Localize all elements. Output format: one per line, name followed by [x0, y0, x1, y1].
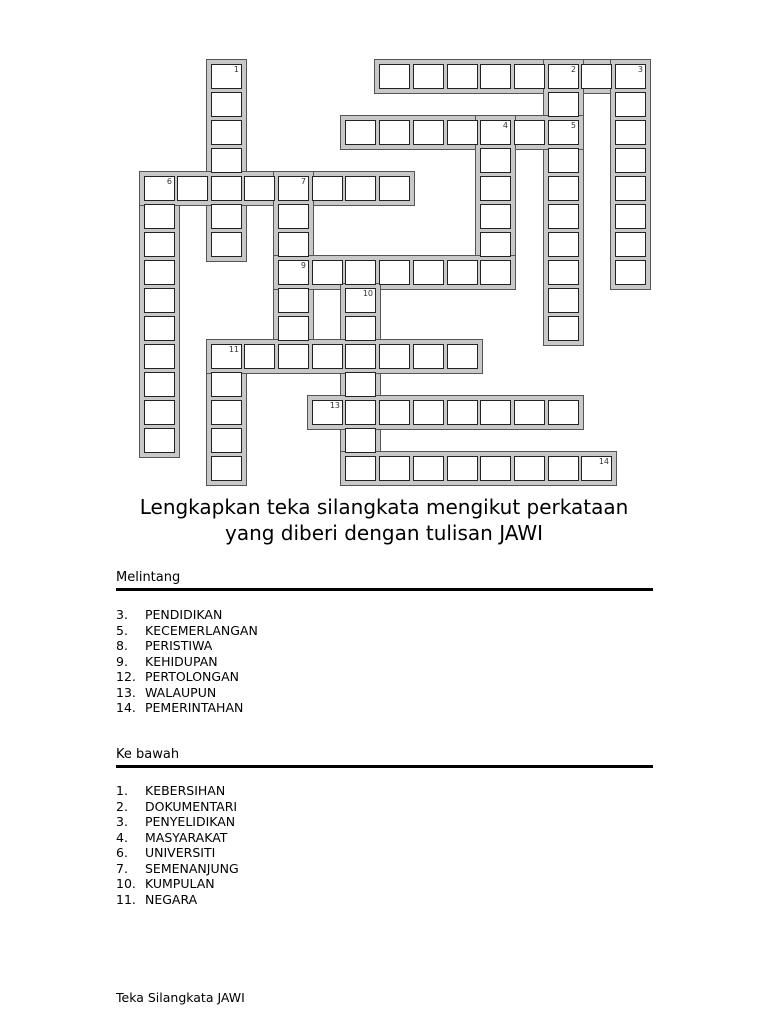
across-clue-list — [116, 607, 258, 716]
clue-number: 14. — [116, 700, 136, 715]
clue-number-label: 3 — [637, 65, 643, 74]
clue-number: 4. — [116, 829, 128, 845]
crossword-cell[interactable] — [615, 232, 646, 257]
crossword-cell[interactable] — [379, 176, 410, 201]
crossword-cell[interactable] — [548, 148, 579, 173]
crossword-cell[interactable] — [144, 400, 175, 425]
crossword-cell[interactable] — [278, 260, 309, 285]
across-heading: Melintang — [116, 570, 181, 585]
clue-number-label: 2 — [570, 65, 576, 74]
crossword-cell[interactable] — [447, 400, 478, 425]
crossword-cell[interactable] — [615, 260, 646, 285]
crossword-cell[interactable] — [144, 316, 175, 341]
clue-number: 1. — [116, 783, 128, 798]
crossword-cell[interactable] — [480, 232, 511, 257]
across-divider — [116, 588, 653, 591]
crossword-cell[interactable] — [278, 176, 309, 201]
down-divider — [116, 765, 653, 768]
clue-word: SEMENANJUNG — [145, 860, 239, 876]
crossword-cell[interactable] — [244, 344, 275, 369]
clue-item — [116, 814, 239, 830]
crossword-cell[interactable] — [413, 400, 444, 425]
crossword-cell[interactable] — [548, 288, 579, 313]
crossword-cell[interactable] — [312, 260, 343, 285]
clue-word: WALAUPUN — [145, 684, 217, 700]
crossword-cell[interactable] — [514, 64, 545, 89]
crossword-cell[interactable] — [345, 316, 376, 341]
crossword-cell[interactable] — [379, 260, 410, 285]
crossword-cell[interactable] — [144, 204, 175, 229]
crossword-cell[interactable] — [211, 120, 242, 145]
crossword-cell[interactable] — [278, 316, 309, 341]
clue-word: KECEMERLANGAN — [145, 622, 258, 638]
crossword-cell[interactable] — [211, 400, 242, 425]
clue-word: KEHIDUPAN — [145, 653, 218, 669]
clue-word: KUMPULAN — [145, 876, 215, 891]
crossword-cell[interactable] — [177, 176, 208, 201]
clue-number-label: 10 — [362, 289, 373, 298]
crossword-grid — [0, 0, 768, 500]
crossword-cell[interactable] — [548, 64, 579, 89]
crossword-cell[interactable] — [144, 260, 175, 285]
crossword-cell[interactable] — [345, 456, 376, 481]
clue-word: PENYELIDIKAN — [145, 814, 236, 829]
crossword-cell[interactable] — [211, 92, 242, 117]
crossword-cell[interactable] — [278, 288, 309, 313]
crossword-cell[interactable] — [615, 176, 646, 201]
clue-number-label: 4 — [502, 121, 508, 130]
clue-item — [116, 669, 258, 685]
crossword-cell[interactable] — [514, 400, 545, 425]
crossword-cell[interactable] — [345, 344, 376, 369]
crossword-cell[interactable] — [480, 204, 511, 229]
crossword-cell[interactable] — [548, 400, 579, 425]
crossword-cell[interactable] — [447, 260, 478, 285]
crossword-cell[interactable] — [480, 400, 511, 425]
crossword-cell[interactable] — [211, 344, 242, 369]
clue-item — [116, 638, 258, 654]
crossword-cell[interactable] — [548, 232, 579, 257]
clue-number: 3. — [116, 814, 128, 829]
crossword-cell[interactable] — [379, 120, 410, 145]
clue-number: 8. — [116, 638, 128, 653]
crossword-cell[interactable] — [447, 456, 478, 481]
clue-word: MASYARAKAT — [145, 829, 228, 845]
clue-number-label: 6 — [166, 177, 172, 186]
crossword-cell[interactable] — [548, 176, 579, 201]
clue-item — [116, 892, 239, 908]
clue-item — [116, 783, 239, 799]
crossword-cell[interactable] — [211, 176, 242, 201]
crossword-cell[interactable] — [211, 456, 242, 481]
crossword-cell[interactable] — [413, 260, 444, 285]
crossword-cell[interactable] — [211, 64, 242, 89]
clue-number: 13. — [116, 684, 136, 700]
clue-number: 3. — [116, 607, 128, 622]
clue-item — [116, 799, 239, 815]
crossword-cell[interactable] — [144, 288, 175, 313]
crossword-cell[interactable] — [413, 64, 444, 89]
crossword-cell[interactable] — [211, 232, 242, 257]
crossword-cell[interactable] — [278, 204, 309, 229]
crossword-cell[interactable] — [413, 344, 444, 369]
crossword-cell[interactable] — [345, 428, 376, 453]
crossword-cell[interactable] — [581, 64, 612, 89]
crossword-cell[interactable] — [379, 344, 410, 369]
crossword-cell[interactable] — [615, 64, 646, 89]
crossword-cell[interactable] — [548, 92, 579, 117]
crossword-cell[interactable] — [345, 400, 376, 425]
instruction-line-1: Lengkapkan teka silangkata mengikut perkataan — [139, 495, 629, 519]
clue-item — [116, 607, 258, 623]
clue-number-label: 14 — [598, 457, 609, 466]
clue-number: 12. — [116, 669, 136, 684]
clue-number: 9. — [116, 653, 128, 669]
clue-word: PENDIDIKAN — [145, 607, 223, 622]
crossword-cell[interactable] — [480, 120, 511, 145]
clue-number: 6. — [116, 845, 128, 860]
crossword-cell[interactable] — [447, 120, 478, 145]
crossword-cell[interactable] — [278, 232, 309, 257]
clue-number: 7. — [116, 860, 128, 876]
clue-word: PEMERINTAHAN — [145, 700, 244, 715]
crossword-cell[interactable] — [615, 92, 646, 117]
crossword-cell[interactable] — [615, 204, 646, 229]
clue-number-label: 5 — [570, 121, 576, 130]
clue-word: PERISTIWA — [145, 638, 213, 653]
clue-item — [116, 876, 239, 892]
clue-word: KEBERSIHAN — [145, 783, 226, 798]
crossword-cell[interactable] — [615, 120, 646, 145]
clue-number-label: 7 — [300, 177, 306, 186]
crossword-cell[interactable] — [144, 372, 175, 397]
clue-number-label: 13 — [329, 401, 340, 410]
clue-word: NEGARA — [145, 891, 198, 907]
clue-word: UNIVERSITI — [145, 845, 216, 860]
crossword-cell[interactable] — [312, 344, 343, 369]
clue-item — [116, 845, 239, 861]
instruction-line-2: yang diberi dengan tulisan JAWI — [224, 521, 544, 545]
crossword-cell[interactable] — [211, 428, 242, 453]
crossword-cell[interactable] — [480, 148, 511, 173]
crossword-cell[interactable] — [345, 260, 376, 285]
clue-number: 10. — [116, 876, 136, 891]
crossword-cell[interactable] — [413, 456, 444, 481]
crossword-cell[interactable] — [548, 120, 579, 145]
crossword-cell[interactable] — [312, 176, 343, 201]
clue-word: DOKUMENTARI — [145, 798, 238, 814]
crossword-cell[interactable] — [144, 232, 175, 257]
crossword-cell[interactable] — [548, 204, 579, 229]
down-heading: Ke bawah — [116, 747, 180, 762]
crossword-cell[interactable] — [144, 344, 175, 369]
clue-item — [116, 654, 258, 670]
crossword-cell[interactable] — [211, 372, 242, 397]
crossword-cell[interactable] — [548, 260, 579, 285]
crossword-cell[interactable] — [211, 148, 242, 173]
crossword-cell[interactable] — [480, 64, 511, 89]
crossword-cell[interactable] — [413, 120, 444, 145]
crossword-cell[interactable] — [345, 288, 376, 313]
crossword-cell[interactable] — [379, 456, 410, 481]
clue-item — [116, 861, 239, 877]
clue-number: 11. — [116, 891, 136, 907]
clue-number-label: 9 — [300, 261, 306, 270]
crossword-cell[interactable] — [211, 204, 242, 229]
down-clue-list — [116, 783, 239, 907]
crossword-cell[interactable] — [345, 372, 376, 397]
crossword-cell[interactable] — [278, 344, 309, 369]
footer-text: Teka Silangkata JAWI — [116, 990, 245, 1005]
clue-number: 2. — [116, 798, 128, 814]
clue-item — [116, 623, 258, 639]
crossword-cell[interactable] — [244, 176, 275, 201]
clue-item — [116, 830, 239, 846]
crossword-cell[interactable] — [480, 176, 511, 201]
crossword-cell[interactable] — [514, 456, 545, 481]
crossword-cell[interactable] — [615, 148, 646, 173]
crossword-cell[interactable] — [480, 260, 511, 285]
clue-number-label: 11 — [228, 345, 239, 354]
clue-item — [116, 685, 258, 701]
crossword-cell[interactable] — [144, 428, 175, 453]
crossword-cell[interactable] — [379, 64, 410, 89]
crossword-cell[interactable] — [447, 344, 478, 369]
crossword-cell[interactable] — [144, 176, 175, 201]
crossword-cell[interactable] — [548, 456, 579, 481]
crossword-cell[interactable] — [581, 456, 612, 481]
crossword-cell[interactable] — [514, 120, 545, 145]
crossword-cell[interactable] — [345, 120, 376, 145]
clue-word: PERTOLONGAN — [145, 669, 239, 684]
clue-item — [116, 700, 258, 716]
crossword-cell[interactable] — [480, 456, 511, 481]
clue-number-label: 1 — [233, 65, 239, 74]
crossword-cell[interactable] — [379, 400, 410, 425]
crossword-cell[interactable] — [548, 316, 579, 341]
clue-number: 5. — [116, 622, 128, 638]
crossword-cell[interactable] — [345, 176, 376, 201]
crossword-cell[interactable] — [312, 400, 343, 425]
crossword-cell[interactable] — [447, 64, 478, 89]
